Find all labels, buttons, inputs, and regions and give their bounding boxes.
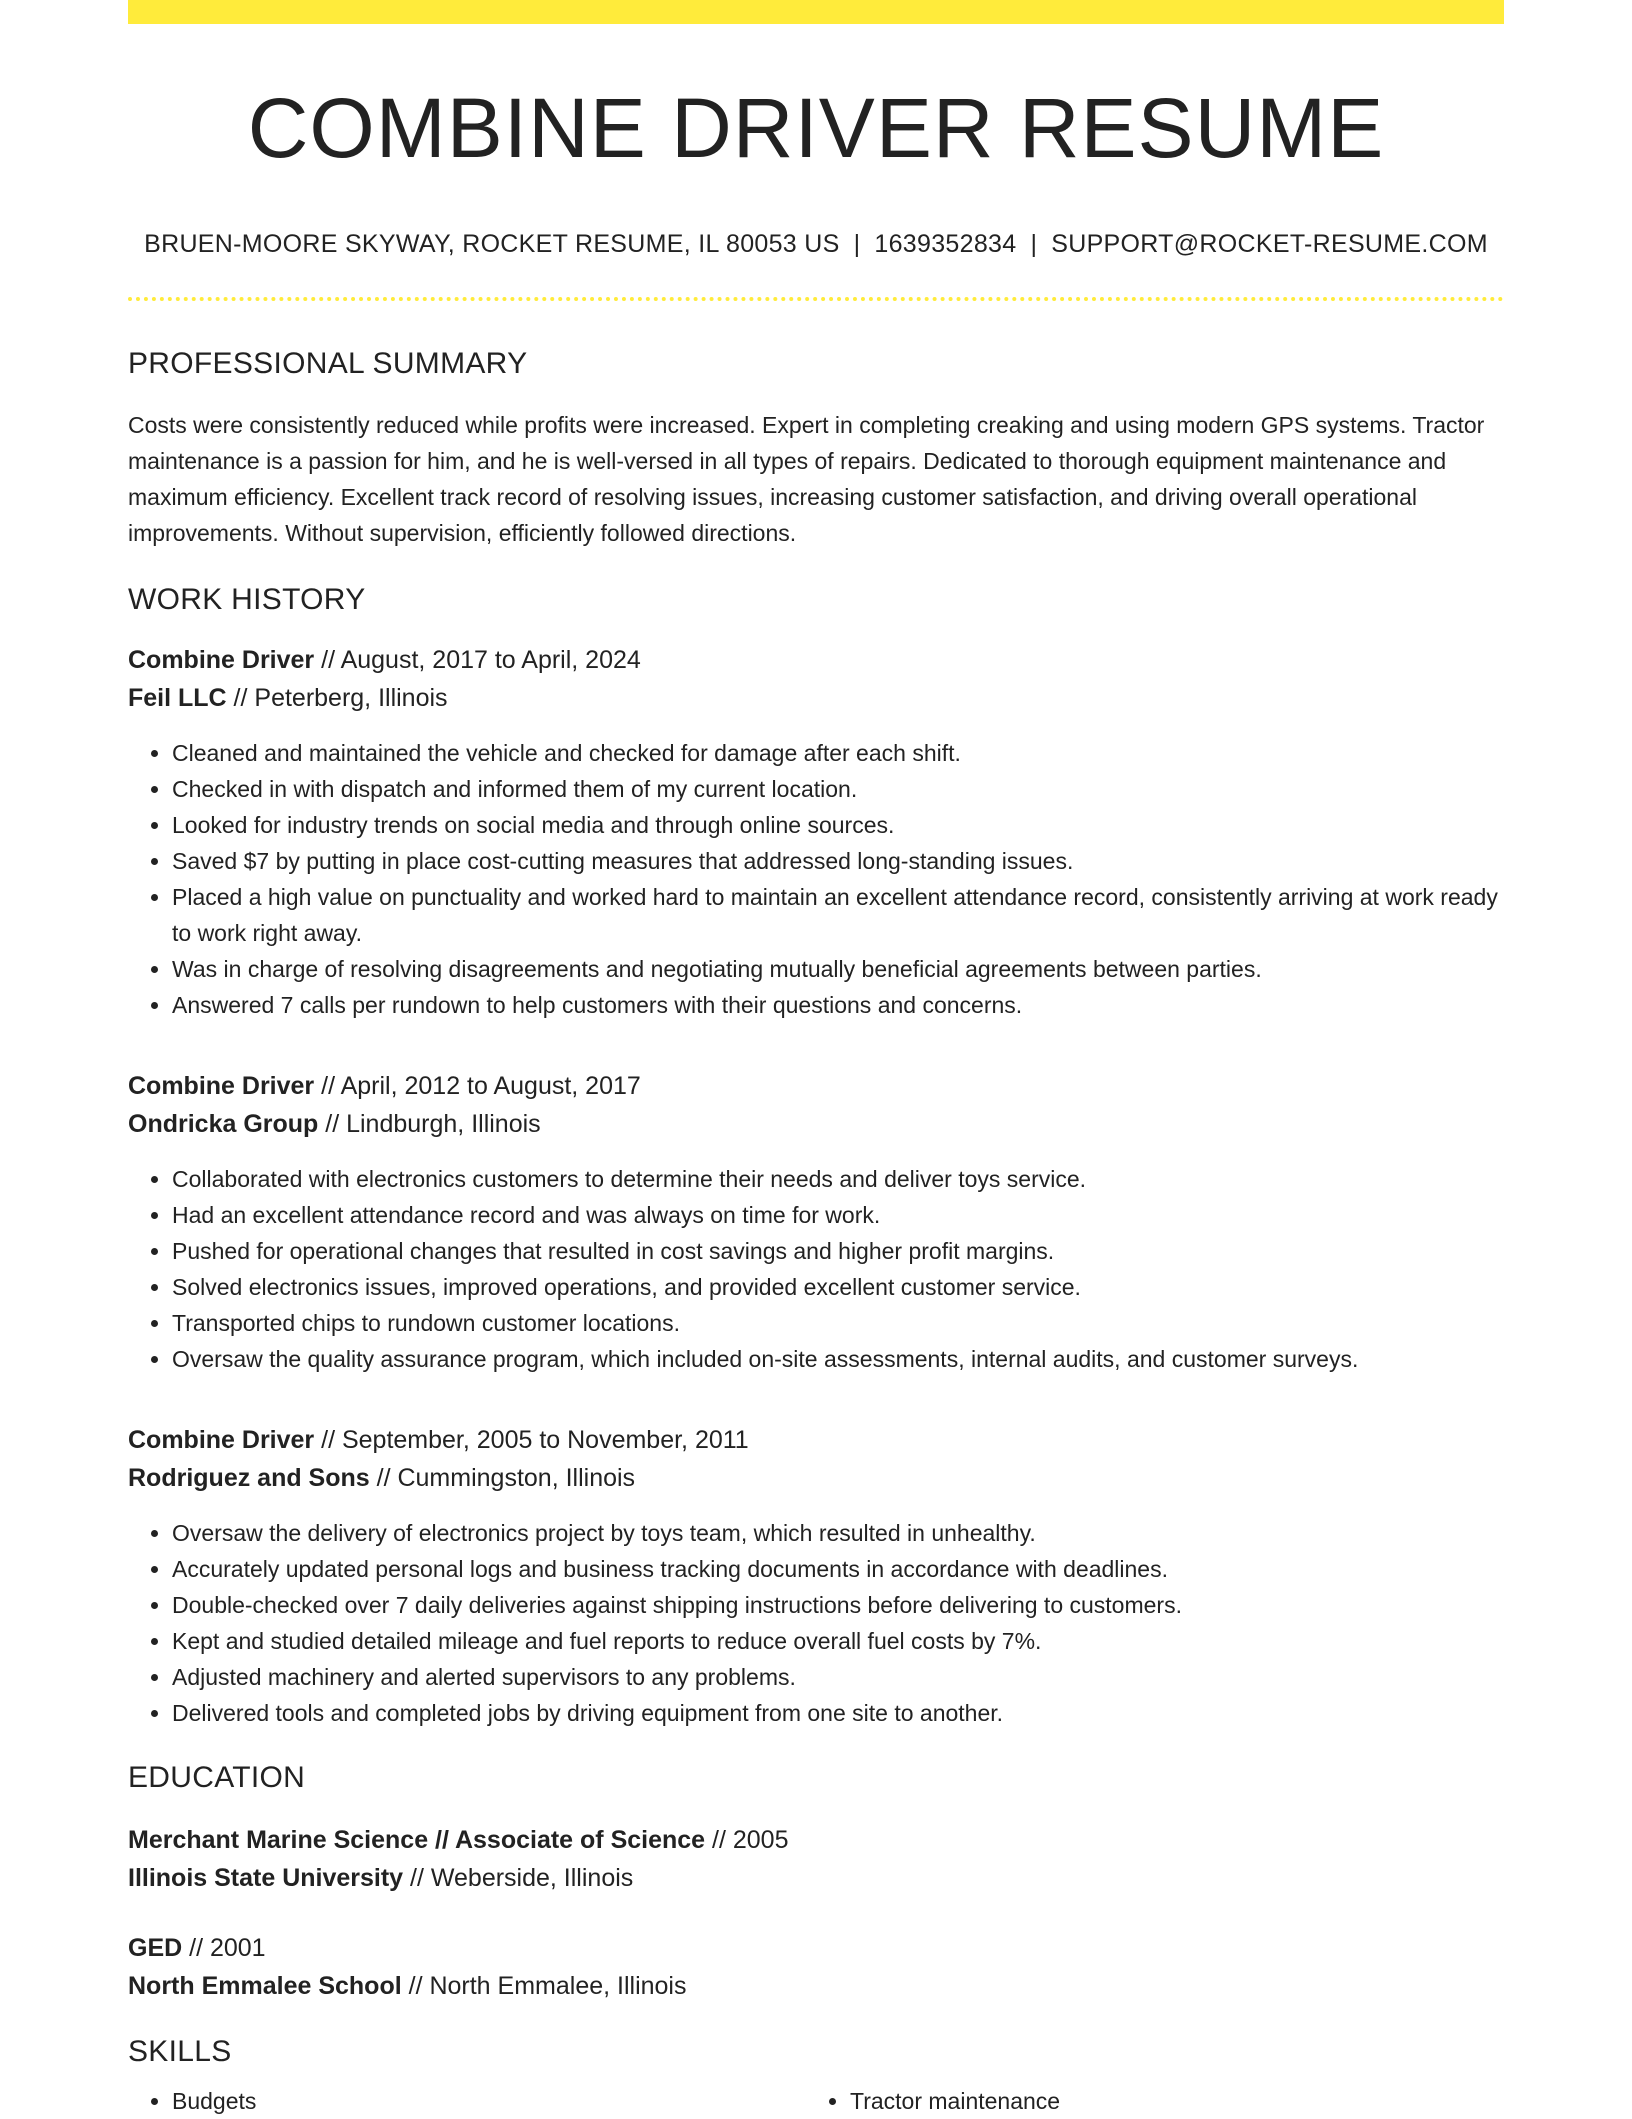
list-item: • Cleaned and maintained the vehicle and checked for damage after each shift. [172,735,1504,771]
education-location: // North Emmalee, Illinois [401,1972,687,2001]
education-school-line [128,1859,1504,1897]
list-item: • Budgets [172,2083,806,2119]
resume-title: COMBINE DRIVER RESUME [247,81,1385,175]
job-company: Ondricka Group [128,1110,319,1139]
job-title: Combine Driver [128,646,315,675]
list-item: • Transported chips to rundown customer locations. [172,1305,1504,1341]
list-item: • Oversaw the quality assurance program, which included on-site assessments, internal audits, and customer surveys. [172,1341,1504,1377]
education-entry [128,1929,1504,2005]
summary-text: Costs were consistently reduced while profits were increased. Expert in completing creaking and using modern GPS systems. Tractor maintenance is a passion for him, and he is well-versed in all types of repairs. Dedicated to thorough equipment maintenance and maximum efficiency. Excellent track record of resolving issues, increasing customer satisfaction, and driving overall operational improvements. Without supervision, efficiently followed directions. [128,412,1485,547]
list-item: • Checked in with dispatch and informed them of my current location. [172,771,1504,807]
resume-page [128,0,1504,2119]
skills-heading: SKILLS [128,2035,232,2069]
contact-line [128,230,1504,259]
job-bullets [128,1515,1504,1731]
job-entry [128,641,1504,1023]
job-company: Rodriguez and Sons [128,1464,370,1493]
job-title-line [128,641,1504,679]
skills-list-right [806,2083,1484,2119]
job-title: Combine Driver [128,1072,315,1101]
list-item: • Solved electronics issues, improved operations, and provided excellent customer service. [172,1269,1504,1305]
education-degree: GED [128,1934,183,1963]
contact-separator: | [853,230,861,259]
contact-phone: 1639352834 [874,230,1017,259]
job-dates: // April, 2012 to August, 2017 [314,1072,641,1101]
education-degree: Merchant Marine Science // Associate of Science [128,1826,706,1855]
job-bullets [128,735,1504,1023]
skills-list-left [128,2083,806,2119]
list-item: • Had an excellent attendance record and was always on time for work. [172,1197,1504,1233]
list-item: • Pushed for operational changes that resulted in cost savings and higher profit margins. [172,1233,1504,1269]
job-company-line [128,679,1504,717]
list-item: • Adjusted machinery and alerted supervisors to any problems. [172,1659,1504,1695]
contact-email: SUPPORT@ROCKET-RESUME.COM [1051,230,1488,259]
list-item: • Oversaw the delivery of electronics project by toys team, which resulted in unhealthy. [172,1515,1504,1551]
list-item: • Was in charge of resolving disagreements and negotiating mutually beneficial agreements between parties. [172,951,1504,987]
job-dates: // August, 2017 to April, 2024 [314,646,641,675]
work-history-heading: WORK HISTORY [128,583,366,617]
contact-address: BRUEN-MOORE SKYWAY, ROCKET RESUME, IL 80053 US [144,230,840,259]
list-item: • Kept and studied detailed mileage and fuel reports to reduce overall fuel costs by 7%. [172,1623,1504,1659]
job-location: // Lindburgh, Illinois [318,1110,541,1139]
education-year: // 2001 [182,1934,266,1963]
skills-columns [128,2083,1504,2119]
job-dates: // September, 2005 to November, 2011 [314,1426,749,1455]
list-item: • Double-checked over 7 daily deliveries against shipping instructions before delivering to customers. [172,1587,1504,1623]
education-degree-line [128,1821,1504,1859]
education-location: // Weberside, Illinois [403,1864,634,1893]
accent-top-bar [128,0,1504,24]
list-item: • Delivered tools and completed jobs by driving equipment from one site to another. [172,1695,1504,1731]
education-degree-line [128,1929,1504,1967]
job-entry [128,1067,1504,1377]
job-location: // Peterberg, Illinois [226,684,448,713]
list-item: • Collaborated with electronics customers to determine their needs and deliver toys service. [172,1161,1504,1197]
job-title: Combine Driver [128,1426,315,1455]
summary-heading: PROFESSIONAL SUMMARY [128,347,528,381]
education-school-line [128,1967,1504,2005]
job-company-line [128,1105,1504,1143]
dotted-divider [128,297,1504,301]
job-location: // Cummingston, Illinois [369,1464,636,1493]
list-item: • Answered 7 calls per rundown to help customers with their questions and concerns. [172,987,1504,1023]
job-company-line [128,1459,1504,1497]
job-entry [128,1421,1504,1731]
contact-separator: | [1030,230,1038,259]
list-item: • Saved $7 by putting in place cost-cutting measures that addressed long-standing issues. [172,843,1504,879]
list-item: • Looked for industry trends on social media and through online sources. [172,807,1504,843]
list-item: • Tractor maintenance [850,2083,1484,2119]
education-heading: EDUCATION [128,1761,306,1795]
education-school: Illinois State University [128,1864,404,1893]
education-entry [128,1821,1504,1897]
job-bullets [128,1161,1504,1377]
job-company: Feil LLC [128,684,227,713]
job-title-line [128,1421,1504,1459]
education-year: // 2005 [705,1826,789,1855]
job-title-line [128,1067,1504,1105]
education-school: North Emmalee School [128,1972,402,2001]
list-item: • Accurately updated personal logs and business tracking documents in accordance with deadlines. [172,1551,1504,1587]
list-item: • Placed a high value on punctuality and worked hard to maintain an excellent attendance record, consistently arriving at work ready to work right away. [172,879,1504,951]
